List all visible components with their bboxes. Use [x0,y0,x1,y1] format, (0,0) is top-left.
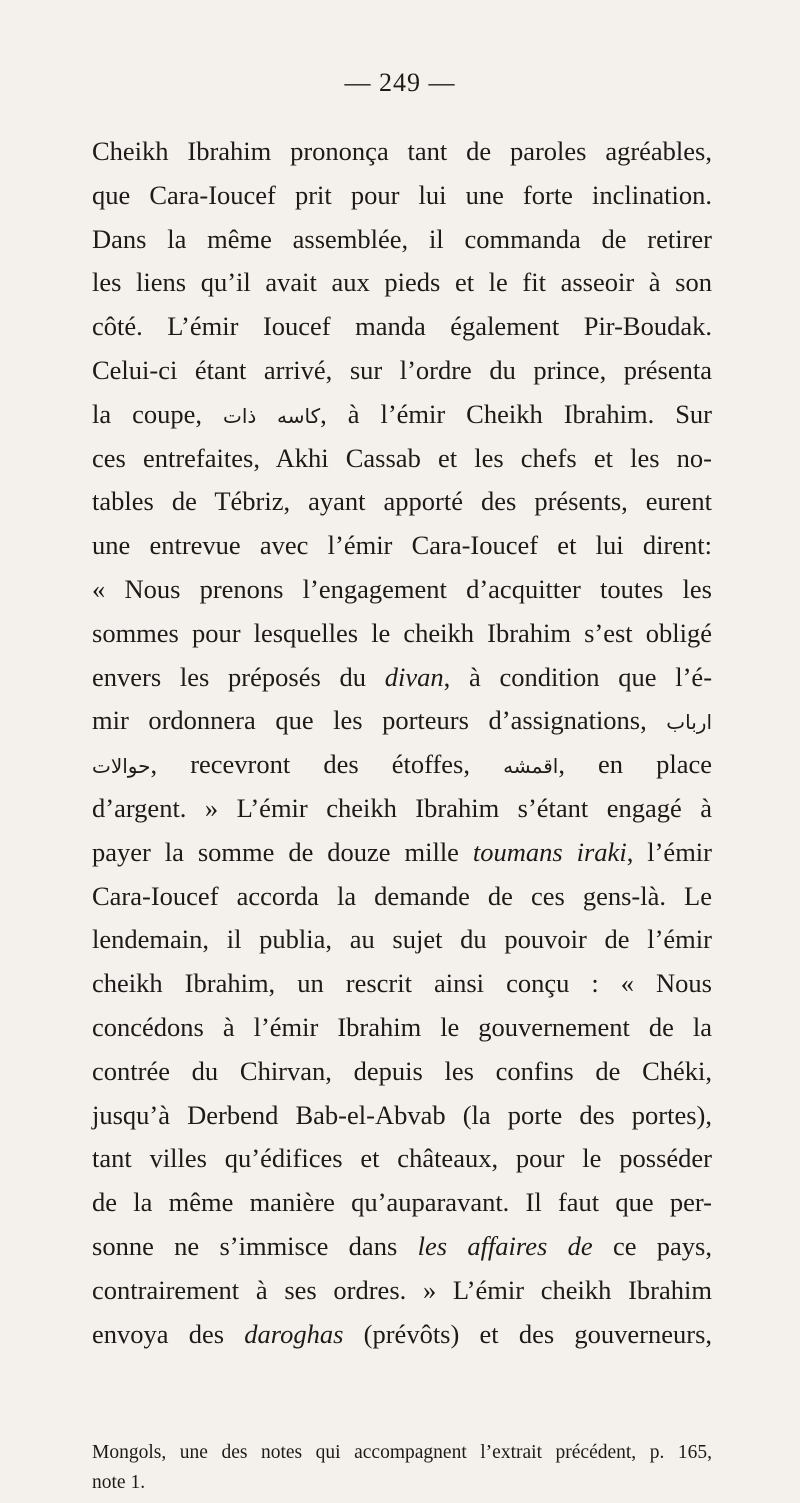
text-line [92,1313,712,1357]
text-line: ces entrefaites, Akhi Cassab et les chefs et les no- [92,442,712,473]
text-line [92,699,712,743]
text-run: mir ordonnera que les porteurs d’assignations, [92,705,647,736]
text-run: , recevront des étoffes, [150,749,470,780]
text-line: contrairement à ses ordres. » L’émir cheikh Ibrahim [92,1274,712,1305]
text-line: lendemain, il publia, au sujet du pouvoir de l’émir [92,924,712,955]
arabic-term: كاسه ذات [223,403,321,428]
italic-term: toumans iraki [472,836,627,867]
text-run: envers les préposés du [92,661,366,692]
text-line: côté. L’émir Ioucef manda également Pir-Boudak. [92,311,712,342]
arabic-term: ارباب [666,710,712,735]
text-line: sommes pour lesquelles le cheikh Ibrahim s’est obligé [92,617,712,648]
italic-term: divan [384,661,444,692]
text-line: Celui-ci étant arrivé, sur l’ordre du prince, présenta [92,354,712,385]
body-text [92,130,712,1356]
text-line: contrée du Chirvan, depuis les confins de Chéki, [92,1055,712,1086]
text-line: d’argent. » L’émir cheikh Ibrahim s’étant engagé à [92,792,712,823]
text-line: une entrevue avec l’émir Cara-Ioucef et lui dirent: [92,530,712,561]
text-line: cheikh Ibrahim, un rescrit ainsi conçu : « Nous [92,968,712,999]
text-run: , à l’émir Cheikh Ibrahim. Sur [320,398,713,429]
text-line: « Nous prenons l’engagement d’acquitter toutes les [92,573,712,604]
italic-term: daroghas [244,1318,344,1349]
text-line [92,656,712,700]
italic-term: les affaires de [417,1230,593,1261]
text-line: Cara-Ioucef accorda la demande de ces gens-là. Le [92,880,712,911]
arabic-term: اقمشه [503,754,559,779]
text-run: sonne ne s’immisce dans [92,1230,398,1261]
text-line: Cheikh Ibrahim prononça tant de paroles agréables, [92,136,712,166]
text-run: , à condition que l’é- [443,661,713,692]
text-line: que Cara-Ioucef prit pour lui une forte inclination. [92,179,712,210]
text-run: , en place [558,749,712,780]
text-line: de la même manière qu’auparavant. Il faut que per- [92,1187,712,1218]
text-line: tables de Tébriz, ayant apporté des présents, eurent [92,486,712,517]
text-line [92,831,712,875]
text-line: jusqu’à Derbend Bab-el-Abvab (la porte des portes), [92,1099,712,1130]
text-line: tant villes qu’édifices et châteaux, pour le posséder [92,1143,712,1174]
text-run: ce pays, [612,1230,712,1261]
text-run: la coupe, [92,398,203,429]
arabic-term: حوالات [92,754,151,779]
text-line [92,743,712,787]
text-line [92,393,712,437]
text-run: (prévôts) et des gouverneurs, [363,1318,713,1349]
text-run: payer la somme de douze mille [92,836,459,867]
text-line: Dans la même assemblée, il commanda de retirer [92,223,712,254]
text-run: , l’émir [626,836,712,867]
footnote-line: Mongols, une des notes qui accompagnent l’extrait précédent, p. 165, [92,1442,712,1463]
page-number: — 249 — [344,68,456,97]
text-line: concédons à l’émir Ibrahim le gouvernement de la [92,1011,712,1042]
text-line [92,1225,712,1269]
footnote-line: note 1. [92,1472,146,1493]
footnote [92,1438,712,1498]
text-line: les liens qu’il avait aux pieds et le fit asseoir à son [92,267,712,298]
text-run: envoya des [92,1318,225,1349]
